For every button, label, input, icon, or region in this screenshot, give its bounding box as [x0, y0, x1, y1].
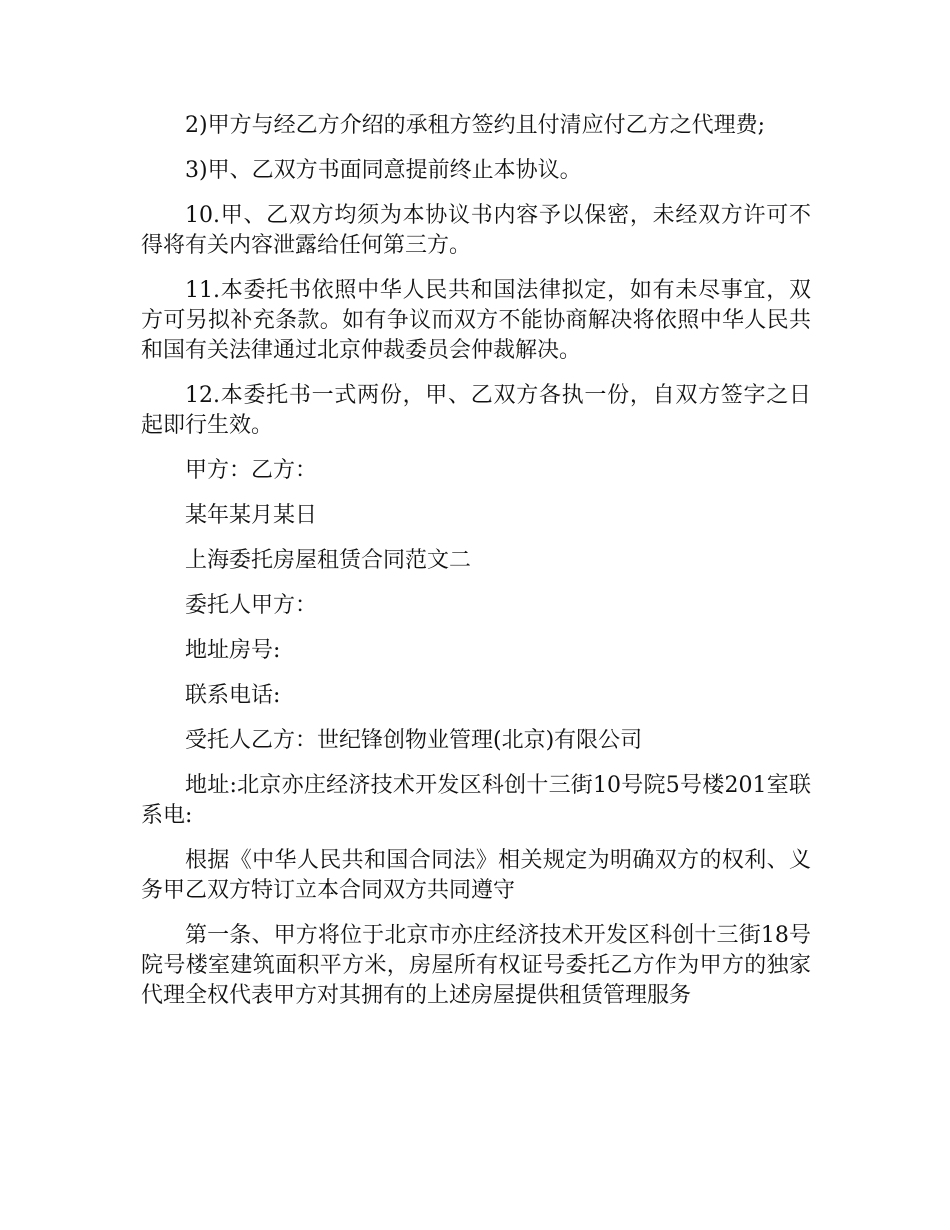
agent-address: 地址:北京亦庄经济技术开发区科创十三街10号院5号楼201室联系电:	[141, 773, 811, 828]
contact-phone-field: 联系电话:	[185, 683, 281, 708]
address-room-field: 地址房号:	[185, 638, 281, 663]
section-title: 上海委托房屋租赁合同范文二	[185, 548, 472, 573]
paragraph-article-11: 11.本委托书依照中华人民共和国法律拟定，如有未尽事宜，双方可另拟补充条款。如有争议而双方不能协商解决将依照中华人民共和国有关法律通过北京仲裁委员会仲裁解决。	[141, 278, 811, 363]
agent-party-b: 受托人乙方：世纪锋创物业管理(北京)有限公司	[185, 728, 643, 753]
contract-preamble: 根据《中华人民共和国合同法》相关规定为明确双方的权利、义务甲乙双方特订立本合同双方共同遵守	[141, 848, 811, 903]
signature-date: 某年某月某日	[185, 503, 318, 528]
principal-party-a: 委托人甲方：	[185, 593, 318, 618]
paragraph-clause-2: 2)甲方与经乙方介绍的承租方签约且付清应付乙方之代理费;	[185, 113, 765, 138]
article-one: 第一条、甲方将位于北京市亦庄经济技术开发区科创十三街18号院号楼室建筑面积平方米，房屋所有权证号委托乙方作为甲方的独家代理全权代表甲方对其拥有的上述房屋提供租赁管理服务	[141, 923, 811, 1008]
paragraph-clause-3: 3)甲、乙双方书面同意提前终止本协议。	[185, 158, 582, 183]
document-page	[141, 111, 811, 1026]
signature-parties: 甲方：乙方：	[185, 458, 318, 483]
paragraph-article-10: 10.甲、乙双方均须为本协议书内容予以保密，未经双方许可不得将有关内容泄露给任何第三方。	[141, 203, 811, 258]
paragraph-article-12: 12.本委托书一式两份，甲、乙双方各执一份，自双方签字之日起即行生效。	[141, 383, 811, 438]
